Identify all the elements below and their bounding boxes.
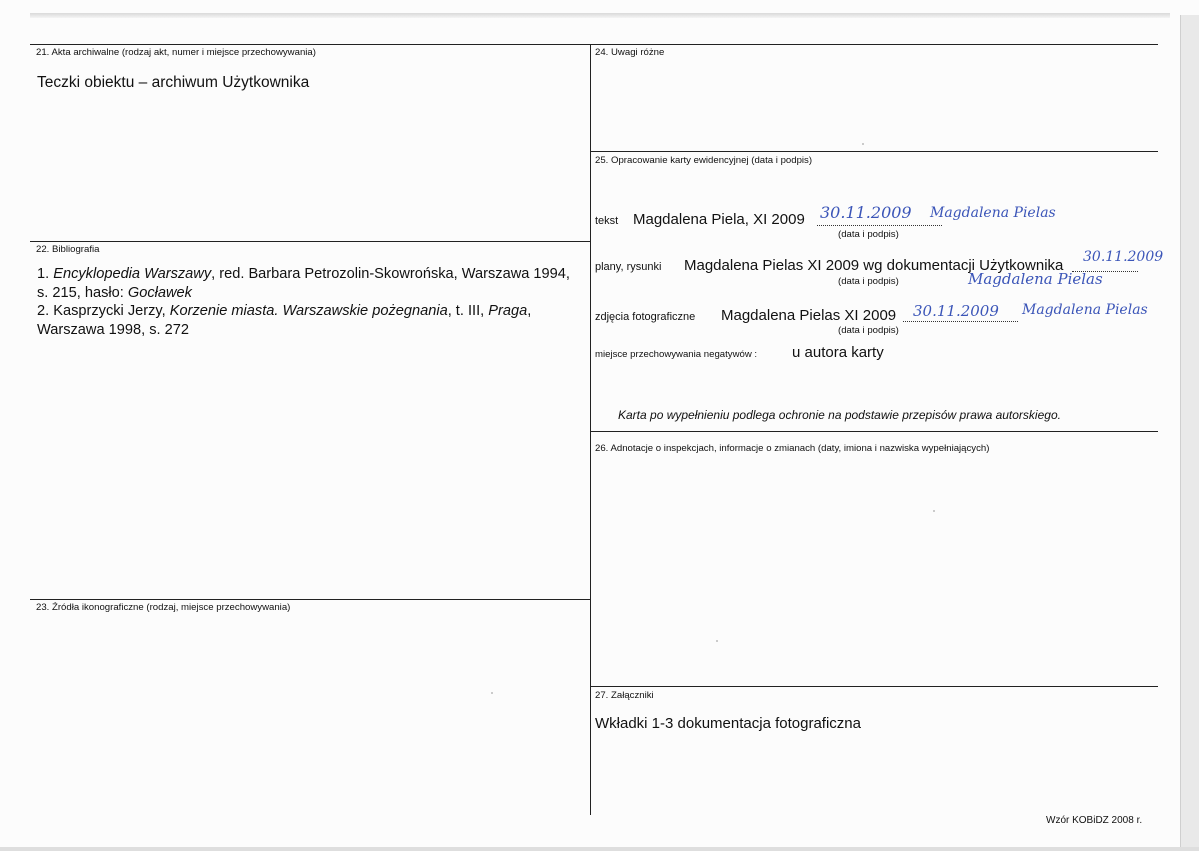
bib2-title: Korzenie miasta. Warszawskie pożegnania xyxy=(169,303,448,319)
section-21-value: Teczki obiektu – archiwum Użytkownika xyxy=(37,74,310,91)
bib1-title: Encyklopedia Warszawy xyxy=(53,266,212,282)
negatywy-value: u autora karty xyxy=(792,344,884,361)
scan-speck xyxy=(862,143,864,145)
section-22-label: 22. Bibliografia xyxy=(36,244,100,255)
plany-handwritten-date: 30.11.2009 xyxy=(1083,249,1164,265)
scan-edge-right xyxy=(1180,15,1199,851)
zdjecia-caption: (data i podpis) xyxy=(838,325,899,336)
rule-26 xyxy=(590,431,1158,432)
tekst-label: tekst xyxy=(595,215,619,227)
section-25-label: 25. Opracowanie karty ewidencyjnej (data i podpis) xyxy=(595,155,813,166)
section-27-label: 27. Załączniki xyxy=(595,690,654,701)
bibliography-list xyxy=(37,265,572,339)
tekst-dotted-line xyxy=(817,225,942,226)
bib2-volume: Praga xyxy=(488,303,528,319)
bibliography-item-1: 1. Encyklopedia Warszawy, red. Barbara Petrozolin-Skowrońska, Warszawa 1994, s. 215, hasło: Gocławek xyxy=(37,266,570,301)
top-rule xyxy=(30,44,1158,45)
rule-22 xyxy=(30,241,590,242)
rule-23 xyxy=(30,599,590,600)
rule-27 xyxy=(590,686,1158,687)
tekst-handwritten-signature: Magdalena Pielas xyxy=(930,205,1056,221)
negatywy-label: miejsce przechowywania negatywów : xyxy=(595,349,758,360)
section-27-value: Wkładki 1-3 dokumentacja fotograficzna xyxy=(595,715,861,732)
form-template-footer: Wzór KOBiDZ 2008 r. xyxy=(1046,815,1143,826)
zdjecia-handwritten-signature: Magdalena Pielas xyxy=(1022,302,1148,318)
scan-speck xyxy=(933,510,935,512)
section-21-label: 21. Akta archiwalne (rodzaj akt, numer i miejsce przechowywania) xyxy=(36,47,316,58)
tekst-caption: (data i podpis) xyxy=(838,229,899,240)
zdjecia-value: Magdalena Pielas XI 2009 xyxy=(721,307,897,324)
tekst-value: Magdalena Piela, XI 2009 xyxy=(633,211,805,228)
plany-handwritten-signature: Magdalena Pielas xyxy=(968,270,1103,288)
scan-speck xyxy=(716,640,718,642)
zdjecia-label: zdjęcia fotograficzne xyxy=(595,311,696,323)
zdjecia-dotted-line xyxy=(903,321,1018,322)
bibliography-item-2: 2. Kasprzycki Jerzy, Korzenie miasta. Warszawskie pożegnania, t. III, Praga, Warszawa 1998, s. 272 xyxy=(37,303,532,338)
bib1-entry: Gocławek xyxy=(127,284,192,301)
rule-25 xyxy=(590,151,1158,152)
center-divider xyxy=(590,44,591,815)
copyright-note: Karta po wypełnieniu podlega ochronie na podstawie przepisów prawa autorskiego. xyxy=(618,408,1061,422)
section-23-label: 23. Źródła ikonograficzne (rodzaj, miejsce przechowywania) xyxy=(36,602,291,613)
plany-value: Magdalena Pielas XI 2009 wg dokumentacji Użytkownika xyxy=(684,257,1064,274)
zdjecia-handwritten-date: 30.11.2009 xyxy=(913,302,999,320)
scan-edge-bottom xyxy=(0,847,1199,851)
tekst-handwritten-date: 30.11.2009 xyxy=(820,203,912,222)
section-24-label: 24. Uwagi różne xyxy=(595,47,665,58)
plany-caption: (data i podpis) xyxy=(838,276,899,287)
section-26-label: 26. Adnotacje o inspekcjach, informacje o zmianach (daty, imiona i nazwiska wypełniających) xyxy=(595,443,990,454)
scan-edge-top xyxy=(30,13,1170,18)
plany-label: plany, rysunki xyxy=(595,261,662,273)
scan-speck xyxy=(491,692,493,694)
